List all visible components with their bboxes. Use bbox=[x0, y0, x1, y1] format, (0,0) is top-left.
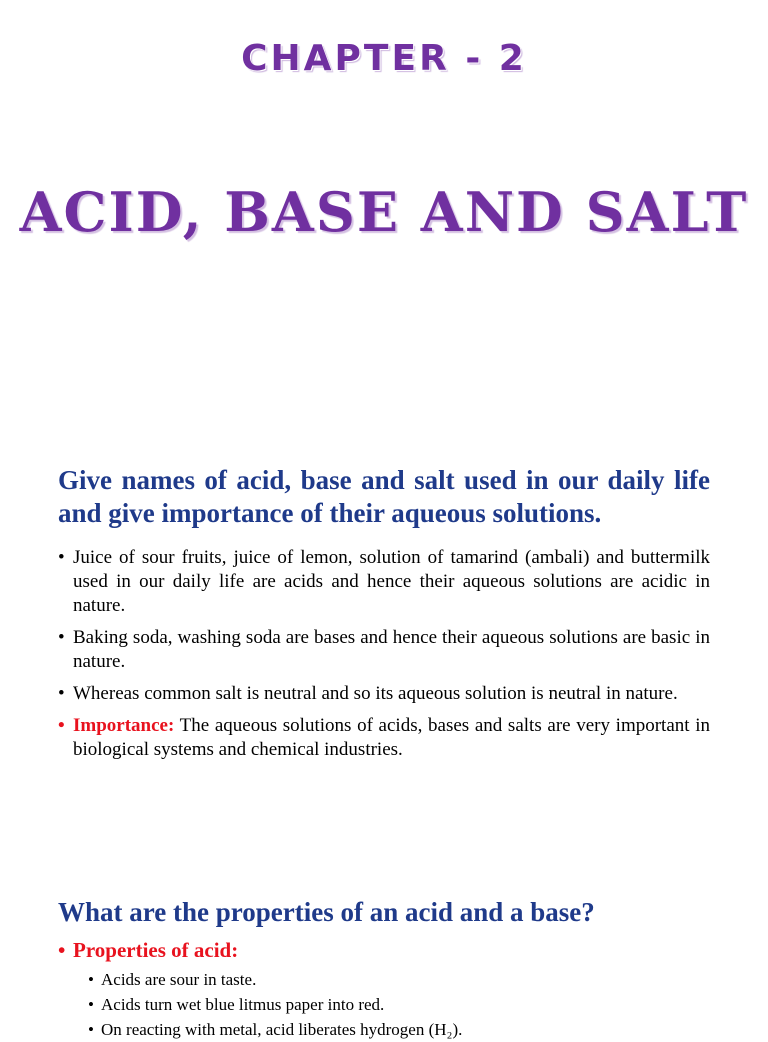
list-item-text: Whereas common salt is neutral and so its aqueous solution is neutral in nature. bbox=[73, 683, 678, 704]
acid-properties-list bbox=[58, 967, 710, 1042]
bullet-dot: • bbox=[58, 627, 65, 648]
bullet-dot: • bbox=[58, 547, 65, 568]
list-item-text: Juice of sour fruits, juice of lemon, solution of tamarind (ambali) and buttermilk used in our daily life are acids and hence their aqueous solutions are acidic in nature. bbox=[73, 547, 710, 616]
list-item-text: On reacting with metal, acid liberates hydrogen (H₂). bbox=[101, 1020, 463, 1039]
bullet-dot: • bbox=[88, 1020, 94, 1039]
list-item bbox=[88, 1017, 710, 1042]
list-item-text: Acids are sour in taste. bbox=[101, 970, 257, 989]
list-item-text: Acids turn wet blue litmus paper into red. bbox=[101, 995, 385, 1014]
section-daily-life bbox=[58, 464, 710, 770]
bullet-dot: • bbox=[88, 995, 94, 1014]
bullet-dot: • bbox=[58, 683, 65, 704]
page-title: ACID, BASE AND SALT bbox=[19, 180, 749, 244]
bullet-dot: • bbox=[88, 970, 94, 989]
subheading-text: Properties of acid: bbox=[73, 938, 239, 962]
importance-text: The aqueous solutions of acids, bases and salts are very important in biological systems and chemical industries. bbox=[73, 715, 710, 760]
bullet-list bbox=[58, 546, 710, 762]
section-heading: What are the properties of an acid and a base? bbox=[58, 897, 595, 927]
list-item bbox=[58, 626, 710, 674]
list-item-text: Baking soda, washing soda are bases and hence their aqueous solutions are basic in nature. bbox=[73, 627, 710, 672]
chapter-label: CHAPTER - 2 bbox=[241, 38, 527, 79]
bullet-dot: • bbox=[58, 715, 65, 736]
list-item bbox=[88, 992, 710, 1017]
list-item-importance bbox=[58, 714, 710, 762]
importance-label: Importance: bbox=[73, 715, 175, 736]
list-item bbox=[88, 967, 710, 992]
section-properties bbox=[58, 896, 710, 1042]
bullet-dot: • bbox=[58, 938, 66, 962]
list-item bbox=[58, 682, 710, 706]
properties-of-acid-heading bbox=[58, 937, 710, 963]
list-item bbox=[58, 546, 710, 618]
section-heading: Give names of acid, base and salt used in our daily life and give importance of their aqueous solutions. bbox=[58, 465, 710, 528]
